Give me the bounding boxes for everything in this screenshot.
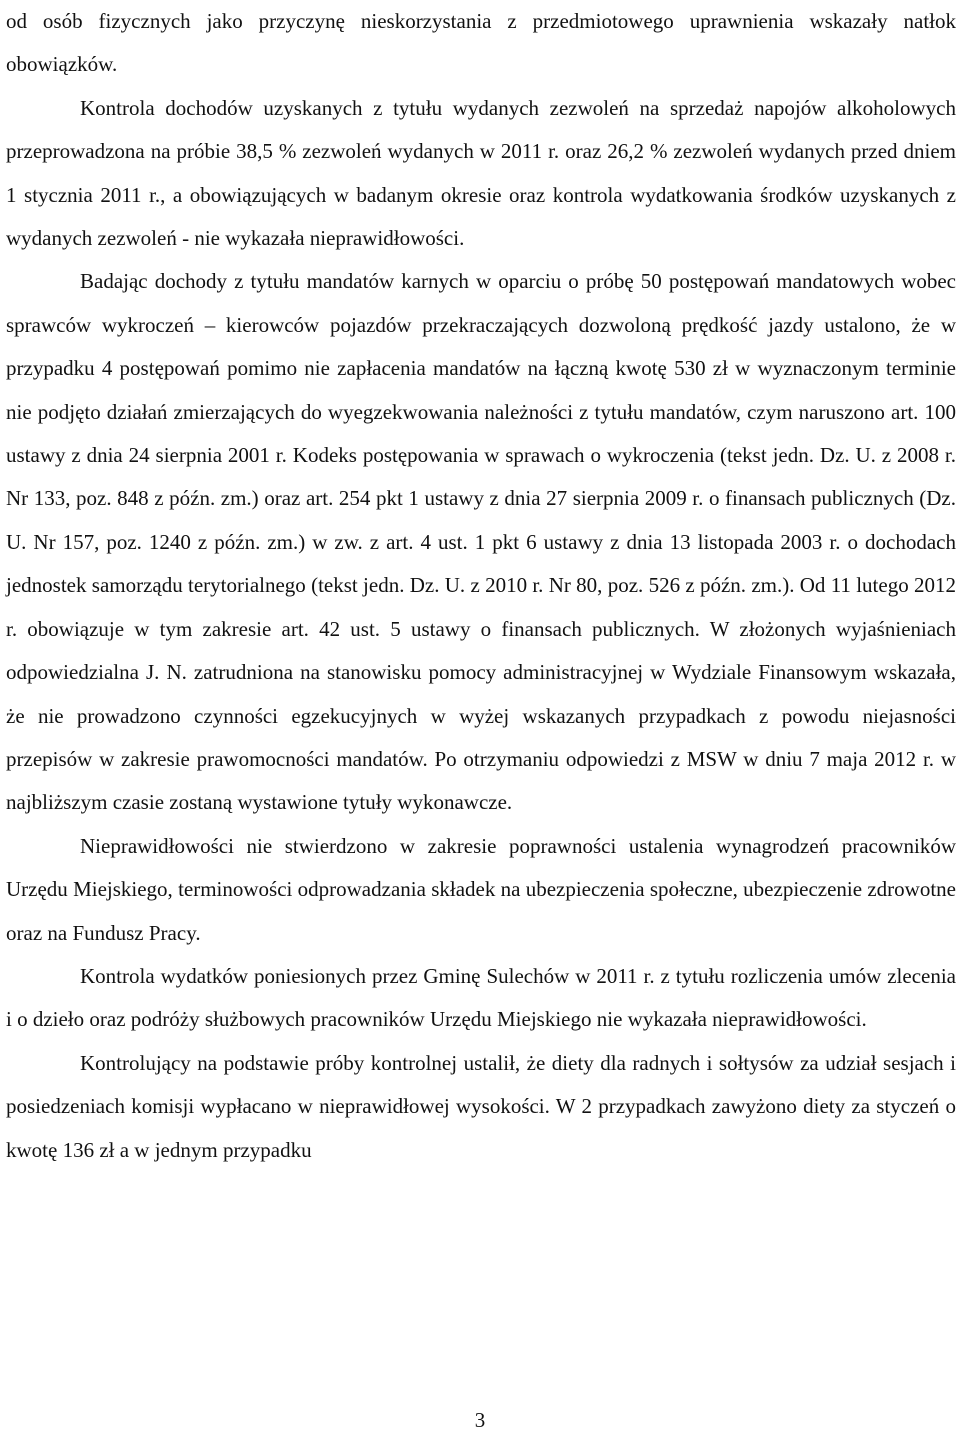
paragraph-continued: od osób fizycznych jako przyczynę nieskorzystania z przedmiotowego uprawnienia wskazały natłok obowiązków.	[6, 9, 956, 77]
paragraph-allowances: Kontrolujący na podstawie próby kontrolnej ustalił, że diety dla radnych i sołtysów za udział sesjach i posiedzeniach komisji wypłacano w nieprawidłowej wysokości. W 2 przypadkach zawyżono diety za styczeń o kwotę 136 zł a w jednym przypadku	[6, 1050, 956, 1162]
paragraph-fines-income: Badając dochody z tytułu mandatów karnych w oparciu o próbę 50 postępowań mandatowych wobec sprawców wykroczeń – kierowców pojazdów przekraczających dozwoloną prędkość jazdy ustalono, że w przypadku 4 postępowań pomimo nie zapłacenia mandatów na łączną kwotę 530 zł w wyznaczonym terminie nie podjęto działań zmierzających do wyegzekwowania należności z tytułu mandatów, czym naruszono art. 100 ustawy z dnia 24 sierpnia 2001 r. Kodeks postępowania w sprawach o wykroczenia (tekst jedn. Dz. U. z 2008 r. Nr 133, poz. 848 z późn. zm.) oraz art. 254 pkt 1 ustawy z dnia 27 sierpnia 2009 r. o finansach publicznych (Dz. U. Nr 157, poz. 1240 z późn. zm.) w zw. z art. 4 ust. 1 pkt 6 ustawy z dnia 13 listopada 2003 r. o dochodach jednostek samorządu terytorialnego (tekst jedn. Dz. U. z 2010 r. Nr 80, poz. 526 z późn. zm.). Od 11 lutego 2012 r. obowiązuje w tym zakresie art. 42 ust. 5 ustawy o finansach publicznych. W złożonych wyjaśnieniach odpowiedzialna J. N. zatrudniona na stanowisku pomocy administracyjnej w Wydziale Finansowym wskazała, że nie prowadzono czynności egzekucyjnych w wyżej wskazanych przypadkach z powodu niejasności przepisów w zakresie prawomocności mandatów. Po otrzymaniu odpowiedzi z MSW w dniu 7 maja 2012 r. w najbliższym czasie zostaną wystawione tytuły wykonawcze.	[6, 269, 956, 815]
paragraph-salaries: Nieprawidłowości nie stwierdzono w zakresie poprawności ustalenia wynagrodzeń pracowników Urzędu Miejskiego, terminowości odprowadzania składek na ubezpieczenia społeczne, ubezpieczenie zdrowotne oraz na Fundusz Pracy.	[6, 833, 956, 945]
document-page	[6, 0, 956, 1172]
paragraph-expenditures: Kontrola wydatków poniesionych przez Gminę Sulechów w 2011 r. z tytułu rozliczenia umów zlecenia i o dzieło oraz podróży służbowych pracowników Urzędu Miejskiego nie wykazała nieprawidłowości.	[6, 963, 956, 1032]
paragraph-alcohol-permits: Kontrola dochodów uzyskanych z tytułu wydanych zezwoleń na sprzedaż napojów alkoholowych przeprowadzona na próbie 38,5 % zezwoleń wydanych w 2011 r. oraz 26,2 % zezwoleń wydanych przed dniem 1 stycznia 2011 r., a obowiązujących w badanym okresie oraz kontrola wydatkowania środków uzyskanych z wydanych zezwoleń - nie wykazała nieprawidłowości.	[6, 95, 956, 251]
page-number: 3	[474, 1408, 486, 1432]
